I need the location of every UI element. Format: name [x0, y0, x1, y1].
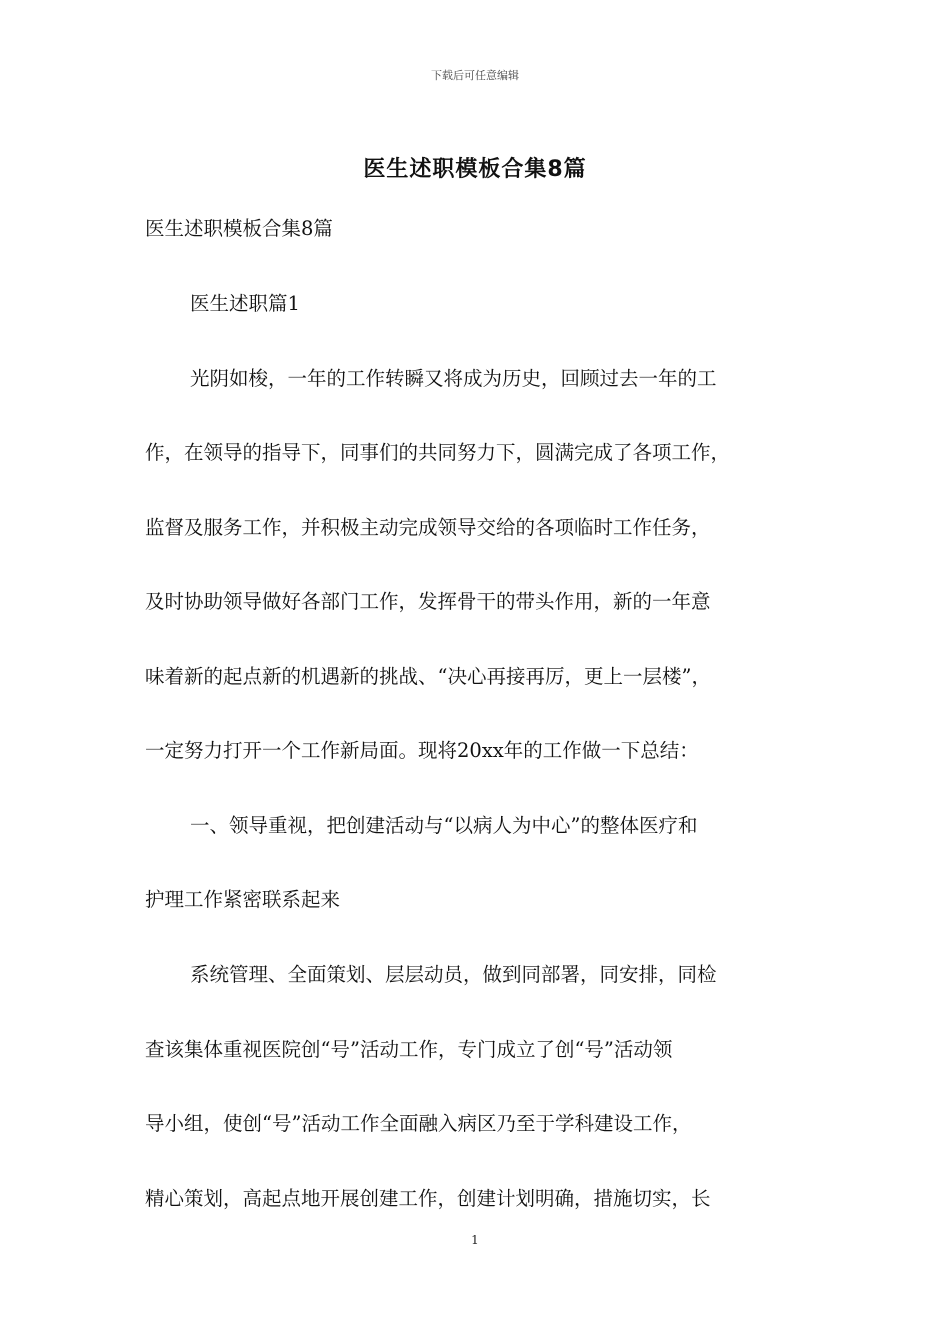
paragraph-line: 护理工作紧密联系起来	[145, 888, 341, 911]
subtitle-line: 医生述职模板合集8篇	[145, 217, 333, 240]
paragraph-line: 光阴如梭，一年的工作转瞬又将成为历史，回顾过去一年的工	[190, 367, 717, 390]
paragraph-line: 监督及服务工作，并积极主动完成领导交给的各项临时工作任务，	[145, 516, 711, 539]
paragraph-line: 一定努力打开一个工作新局面。现将20xx年的工作做一下总结：	[145, 739, 699, 762]
document-title: 医生述职模板合集8篇	[363, 157, 587, 182]
section-heading: 医生述职篇1	[190, 292, 300, 315]
paragraph-line: 系统管理、全面策划、层层动员，做到同部署，同安排，同检	[190, 963, 717, 986]
paragraph-line: 作，在领导的指导下，同事们的共同努力下，圆满完成了各项工作，	[145, 441, 731, 464]
paragraph-line: 精心策划，高起点地开展创建工作，创建计划明确，措施切实，长	[145, 1187, 711, 1210]
header-note: 下载后可任意编辑	[431, 69, 519, 82]
page-number: 1	[471, 1233, 479, 1247]
paragraph-line: 一、领导重视，把创建活动与“以病人为中心”的整体医疗和	[190, 814, 698, 837]
paragraph-line: 导小组，使创“号”活动工作全面融入病区乃至于学科建设工作，	[145, 1112, 692, 1135]
paragraph-line: 味着新的起点新的机遇新的挑战、“决心再接再厉，更上一层楼”，	[145, 665, 711, 688]
paragraph-line: 查该集体重视医院创“号”活动工作，专门成立了创“号”活动领	[145, 1038, 673, 1061]
paragraph-line: 及时协助领导做好各部门工作，发挥骨干的带头作用，新的一年意	[145, 590, 711, 613]
